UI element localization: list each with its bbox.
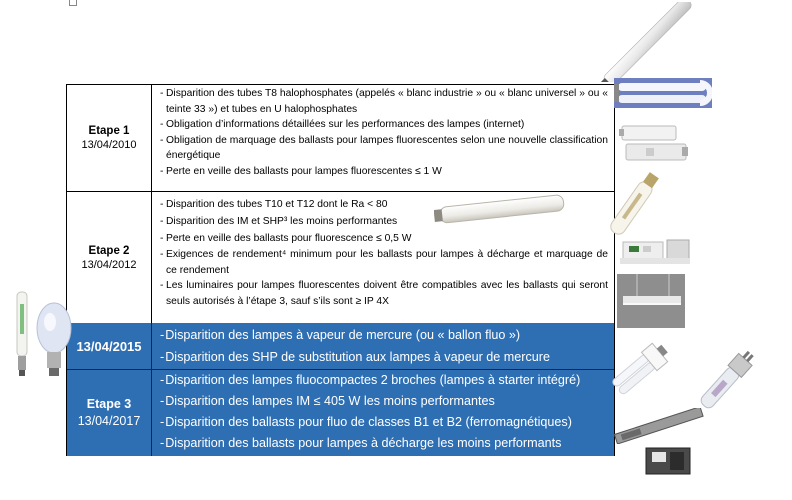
list-item: - Disparition des ballasts pour lampes à décharge les moins performants	[158, 433, 608, 454]
page-corner-marker	[69, 0, 77, 6]
list-item: - Les luminaires pour lampes fluorescentes doivent être compatibles avec les ballasts qui seront seuls autorisés à l’étape 3, sauf s’ils sont ≥ IP 4X	[158, 278, 608, 309]
high-pressure-lamp-photo	[10, 290, 34, 380]
list-item: - Disparition des lampes à vapeur de mercure (ou « ballon fluo »)	[158, 324, 608, 346]
list-item: - Disparition des lampes fluocompactes 2 broches (lampes à starter intégré)	[158, 370, 608, 391]
long-ballast-photo	[610, 408, 710, 444]
fluorescent-tube-photo	[598, 2, 698, 82]
list-item: - Disparition des tubes T10 et T12 dont le Ra < 80	[158, 196, 608, 213]
stage-date: 13/04/2012	[81, 258, 137, 271]
list-item: - Obligation d’informations détaillées sur les performances des lampes (internet)	[158, 117, 608, 133]
stage-label-cell	[67, 370, 152, 456]
ballast-photo	[616, 120, 694, 166]
electronic-ballast-photo	[617, 232, 697, 272]
stage-date: 13/04/2017	[77, 414, 141, 428]
stage-row-3	[67, 370, 614, 456]
stage-name: Etape 2	[88, 244, 130, 257]
stage-items-cell	[152, 323, 614, 369]
compact-fluorescent-photo	[608, 338, 678, 398]
stage-row-2015	[67, 323, 614, 369]
luminaire-photo	[617, 274, 685, 328]
stage-label-cell	[67, 85, 152, 191]
stage-label-cell	[67, 192, 152, 323]
stage-label-cell	[67, 323, 152, 369]
u-tube-photo	[614, 78, 712, 108]
list-item: - Exigences de rendement⁴ minimum pour les ballasts pour lampes à décharge et marquage de ce rendement	[158, 247, 608, 278]
stage-items-cell	[152, 85, 614, 191]
stage-name: Etape 3	[86, 397, 132, 411]
stage-row-1	[67, 85, 614, 191]
tube-in-table-photo	[434, 193, 568, 227]
list-item: - Perte en veille des ballasts pour fluorescence ≤ 0,5 W	[158, 230, 608, 247]
transformer-photo	[640, 440, 700, 480]
stage-date: 13/04/2015	[76, 338, 142, 354]
directive-table	[66, 84, 615, 456]
list-item: - Disparition des SHP de substitution aux lampes à vapeur de mercure	[158, 346, 608, 368]
stage-items-cell	[152, 370, 614, 456]
list-item: - Disparition des lampes IM ≤ 405 W les moins performantes	[158, 391, 608, 412]
stage-date: 13/04/2010	[81, 139, 137, 151]
stage-name: Etape 1	[88, 125, 130, 137]
list-item: - Disparition des tubes T8 halophosphates (appelés « blanc industrie » ou « blanc universel » ou « teinte 33 ») et tubes en U halophosphates	[158, 86, 608, 117]
sodium-lamp-photo	[590, 168, 680, 236]
list-item: - Disparition des ballasts pour fluo de classes B1 et B2 (ferromagnétiques)	[158, 412, 608, 433]
list-item: - Perte en veille des ballasts pour lampes fluorescentes ≤ 1 W	[158, 164, 608, 180]
list-item: - Obligation de marquage des ballasts pour lampes fluorescentes selon une nouvelle classification énergétique	[158, 133, 608, 164]
mercury-vapor-lamp-photo	[34, 300, 74, 380]
list-item: - Disparition des IM et SHP³ les moins performantes	[158, 213, 608, 230]
